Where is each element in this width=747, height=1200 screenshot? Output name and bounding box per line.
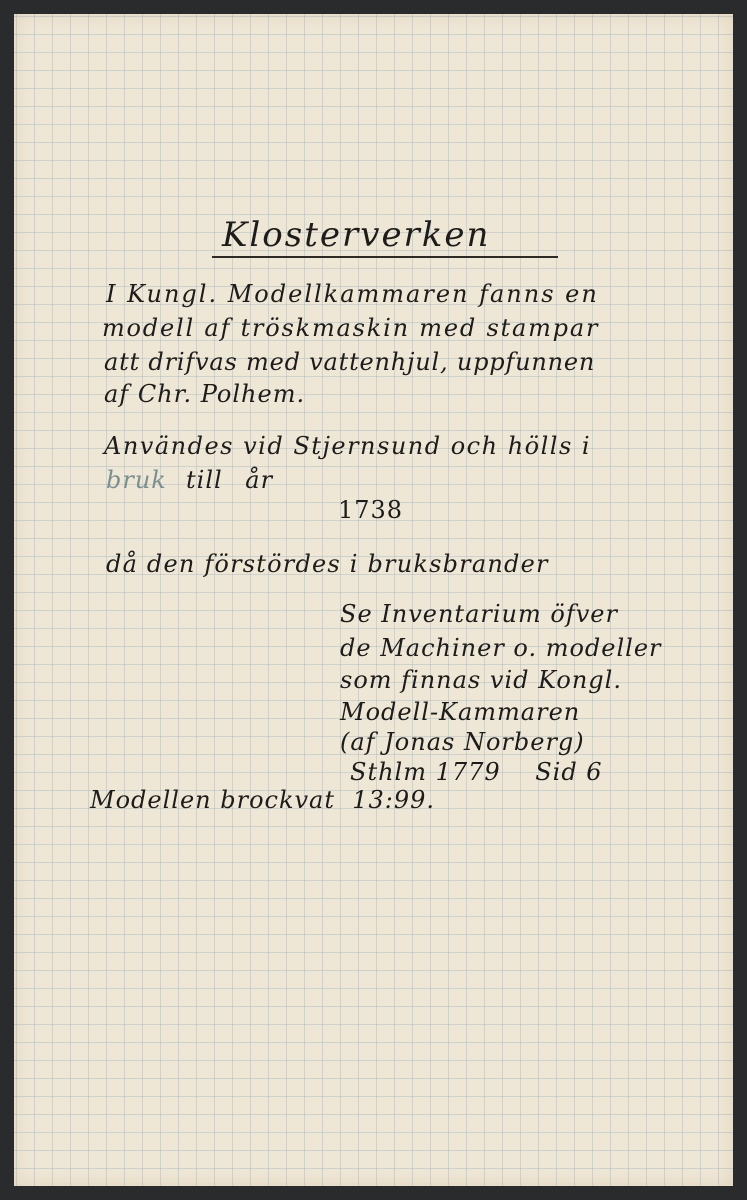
- reference-line3: som finnas vid Kongl.: [340, 666, 622, 694]
- paragraph1-line4: af Chr. Polhem.: [104, 380, 306, 408]
- reference-line4: Modell-Kammaren: [340, 698, 581, 726]
- footnote-model-marked: Modellen brockvat 13:99.: [90, 786, 436, 814]
- handwritten-page: [14, 14, 733, 1186]
- paragraph2-line1: Användes vid Stjernsund och hölls i: [104, 432, 592, 460]
- title-underline: [212, 256, 558, 258]
- reference-line1: Se Inventarium öfver: [340, 600, 618, 628]
- paragraph1-line1: I Kungl. Modellkammaren fanns en: [106, 280, 599, 308]
- document-title: Klosterverken: [222, 215, 491, 255]
- reference-line5: (af Jonas Norberg): [340, 728, 585, 756]
- paragraph2-line2: till år: [186, 466, 274, 494]
- year-1738: 1738: [338, 496, 404, 524]
- reference-line6: Sthlm 1779 Sid 6: [350, 758, 603, 786]
- paragraph1-line3: att drifvas med vattenhjul, uppfunnen: [104, 348, 596, 376]
- paragraph1-line2: modell af tröskmaskin med stampar: [102, 314, 600, 342]
- paragraph2-word-bruk: bruk: [106, 466, 167, 494]
- reference-line2: de Machiner o. modeller: [340, 634, 662, 662]
- paragraph3: då den förstördes i bruksbrander: [106, 550, 549, 578]
